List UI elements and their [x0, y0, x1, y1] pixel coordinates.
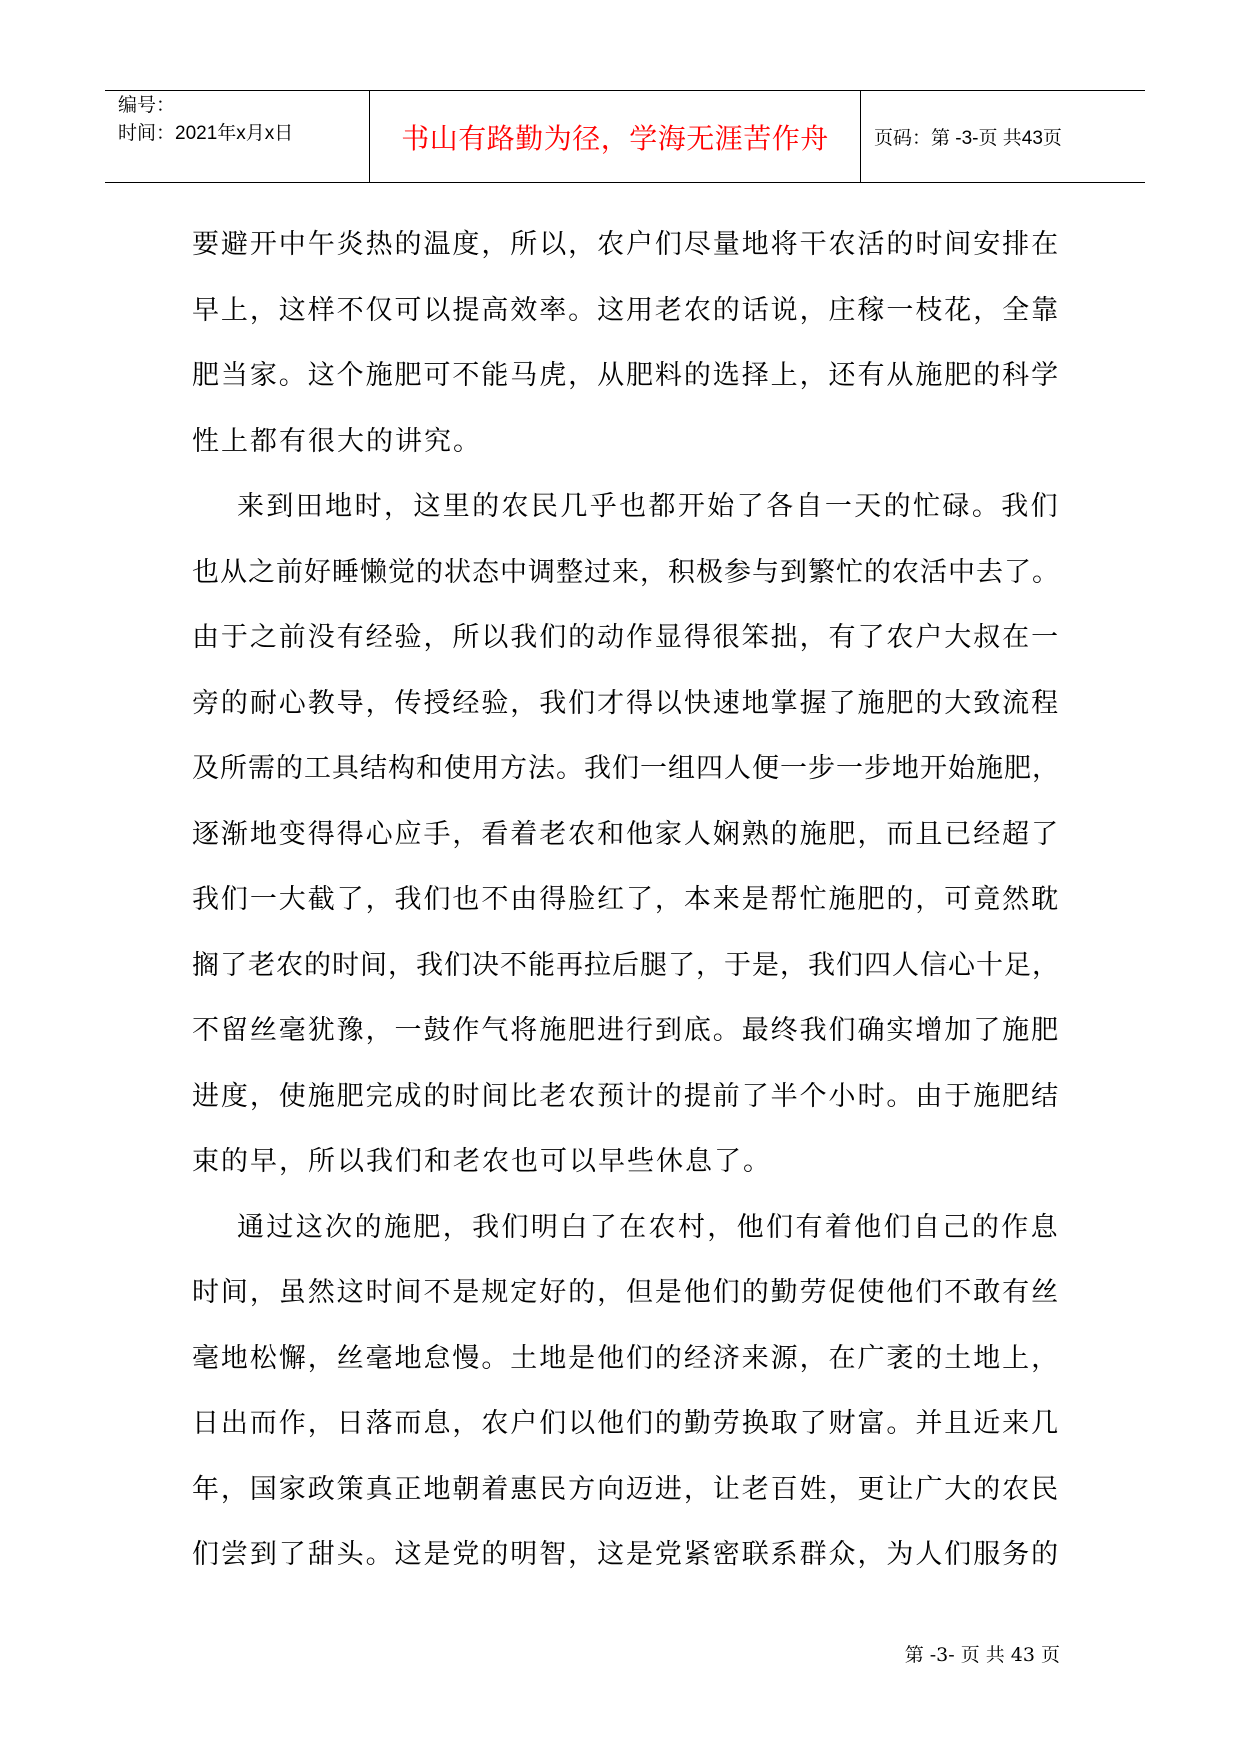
body-line-text: 旁的耐心教导，传授经验，我们才得以快速地掌握了施肥的大致流程: [192, 687, 1060, 719]
body-line-text: 也从之前好睡懒觉的状态中调整过来，积极参与到繁忙的农活中去了。: [192, 556, 1060, 588]
body-line-text: 我们一大截了，我们也不由得脸红了，本来是帮忙施肥的，可竟然耽: [192, 884, 1060, 915]
header-page-info: 页码：第 -3-页 共43页: [874, 128, 1062, 149]
body-line-text: 毫地松懈，丝毫地怠慢。土地是他们的经济来源，在广袤的土地上，: [192, 1342, 1060, 1374]
body-line: [192, 867, 1060, 933]
body-line-text: 进度，使施肥完成的时间比老农预计的提前了半个小时。由于施肥结: [192, 1080, 1060, 1112]
body-line-text: 束的早，所以我们和老农也可以早些休息了。: [192, 1146, 772, 1177]
body-line: [192, 1129, 1060, 1195]
body-line-text: 性上都有很大的讲究。: [192, 425, 482, 457]
body-line-text: 搁了老农的时间，我们决不能再拉后腿了，于是，我们四人信心十足，: [192, 949, 1060, 981]
body-line: [192, 1457, 1060, 1523]
body-line: [192, 1391, 1060, 1457]
body-line: [192, 212, 1060, 278]
body-line: [192, 409, 1060, 475]
body-line: [192, 605, 1060, 671]
body-line: [192, 278, 1060, 344]
body-line-text: 由于之前没有经验，所以我们的动作显得很笨拙，有了农户大叔在一: [192, 622, 1060, 653]
header-info-cell: [105, 91, 370, 182]
body-line-text: 通过这次的施肥，我们明白了在农村，他们有着他们自己的作息: [237, 1211, 1060, 1243]
body-line: [192, 540, 1060, 606]
body-line-text: 时间，虽然这时间不是规定好的，但是他们的勤劳促使他们不敢有丝: [192, 1277, 1060, 1308]
page-footer-number: 第 -3- 页 共 43 页: [904, 1644, 1060, 1666]
body-line-text: 及所需的工具结构和使用方法。我们一组四人便一步一步地开始施肥，: [192, 753, 1060, 784]
body-line: [192, 343, 1060, 409]
body-line-text: 不留丝毫犹豫，一鼓作气将施肥进行到底。最终我们确实增加了施肥: [192, 1015, 1060, 1046]
body-line: [192, 1195, 1060, 1261]
page-header: [105, 90, 1145, 183]
body-line-text: 年，国家政策真正地朝着惠民方向迈进，让老百姓，更让广大的农民: [192, 1473, 1060, 1505]
body-line-text: 来到田地时，这里的农民几乎也都开始了各自一天的忙碌。我们: [237, 491, 1060, 522]
serial-number-label: 编号：: [118, 95, 176, 116]
body-line-text: 逐渐地变得得心应手，看着老农和他家人娴熟的施肥，而且已经超了: [192, 818, 1060, 850]
body-line: [192, 474, 1060, 540]
body-line: [192, 1064, 1060, 1130]
body-line: [192, 1522, 1060, 1588]
body-line-text: 日出而作，日落而息，农户们以他们的勤劳换取了财富。并且近来几: [192, 1408, 1060, 1439]
body-line: [192, 1260, 1060, 1326]
header-motto: 书山有路勤为径，学海无涯苦作舟: [401, 121, 829, 155]
body-line-text: 早上，这样不仅可以提高效率。这用老农的话说，庄稼一枝花，全靠: [192, 294, 1060, 326]
time-label: 时间：2021年x月x日: [118, 123, 294, 144]
body-line: [192, 671, 1060, 737]
body-line: [192, 802, 1060, 868]
document-body: [192, 212, 1060, 1588]
body-line: [192, 933, 1060, 999]
body-line: [192, 736, 1060, 802]
header-motto-cell: [370, 91, 861, 182]
body-line-text: 们尝到了甜头。这是党的明智，这是党紧密联系群众，为人们服务的: [192, 1539, 1060, 1570]
body-line: [192, 1326, 1060, 1392]
body-line-text: 肥当家。这个施肥可不能马虎，从肥料的选择上，还有从施肥的科学: [192, 360, 1060, 391]
body-line-text: 要避开中午炎热的温度，所以，农户们尽量地将干农活的时间安排在: [192, 229, 1060, 260]
body-line: [192, 998, 1060, 1064]
